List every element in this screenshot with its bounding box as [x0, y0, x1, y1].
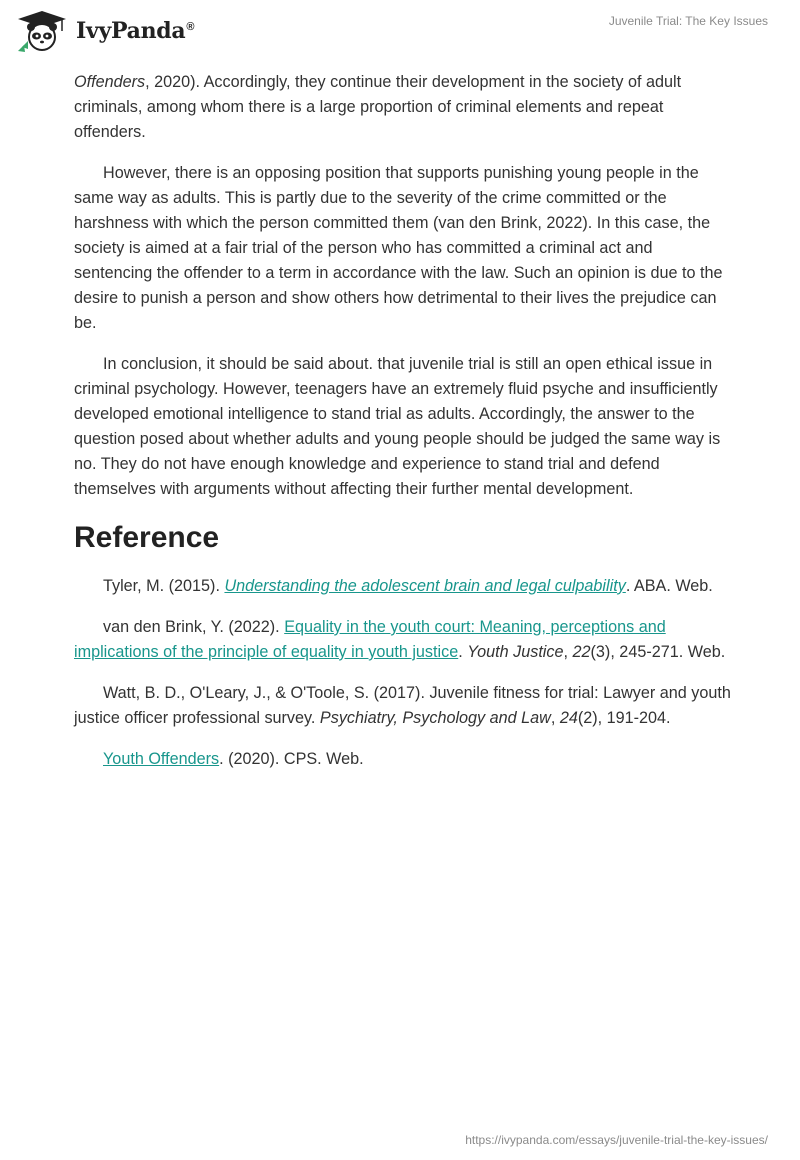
reference-link[interactable]: Youth Offenders — [103, 750, 220, 768]
footer-url[interactable]: https://ivypanda.com/essays/juvenile-trial-the-key-issues/ — [465, 1133, 768, 1147]
reference-item: van den Brink, Y. (2022). Equality in the youth court: Meaning, perceptions and implications of the principle of equality in youth justice. Youth Justice, 22(3), 245-271. Web. — [74, 618, 726, 661]
references-heading: Reference — [74, 521, 220, 554]
reference-link[interactable]: Understanding the adolescent brain and legal culpability — [224, 577, 626, 595]
ivypanda-logo[interactable] — [14, 9, 194, 53]
document-title: Juvenile Trial: The Key Issues — [608, 14, 768, 28]
paragraph-2: However, there is an opposing position that supports punishing young people in the same way as adults. This is partly due to the severity of the crime committed or the harshness with which the person committed them (van den Brink, 2022). In this case, the society is aimed at a fair trial of the person who has committed a criminal act and sentencing the offender to a term in accordance with the law. Such an opinion is due to the desire to punish a person and show others how detrimental to their lives the prejudice can be. — [74, 164, 723, 332]
reference-link[interactable]: Equality in the youth court: Meaning, perceptions and implications of the principle of equality in youth justice — [74, 618, 666, 661]
page-header — [0, 0, 800, 70]
reference-item: Youth Offenders. (2020). CPS. Web. — [103, 750, 364, 768]
reference-item: Tyler, M. (2015). Understanding the adolescent brain and legal culpability. ABA. Web. — [103, 577, 713, 595]
panda-graduate-icon — [14, 9, 70, 53]
paragraph-3: In conclusion, it should be said about. that juvenile trial is still an open ethical issue in criminal psychology. However, teenagers have an extremely fluid psyche and insufficiently developed emotional intelligence to stand trial as adults. Accordingly, the answer to the question posed about whether adults and young people should be judged the same way is no. They do not have enough knowledge and experience to stand trial and defend themselves with arguments without affecting their further mental development. — [74, 355, 721, 498]
reference-item: Watt, B. D., O'Leary, J., & O'Toole, S. (2017). Juvenile fitness for trial: Lawyer and youth justice officer professional survey. Psychiatry, Psychology and Law, 24(2), 191-204. — [74, 684, 731, 727]
essay-body — [74, 70, 734, 788]
citation-italic: Offenders — [74, 73, 146, 91]
brand-name: IvyPanda® — [76, 18, 195, 44]
paragraph-1: Offenders, 2020). Accordingly, they continue their development in the society of adult criminals, among whom there is a large proportion of criminal elements and repeat offenders. — [74, 73, 682, 141]
